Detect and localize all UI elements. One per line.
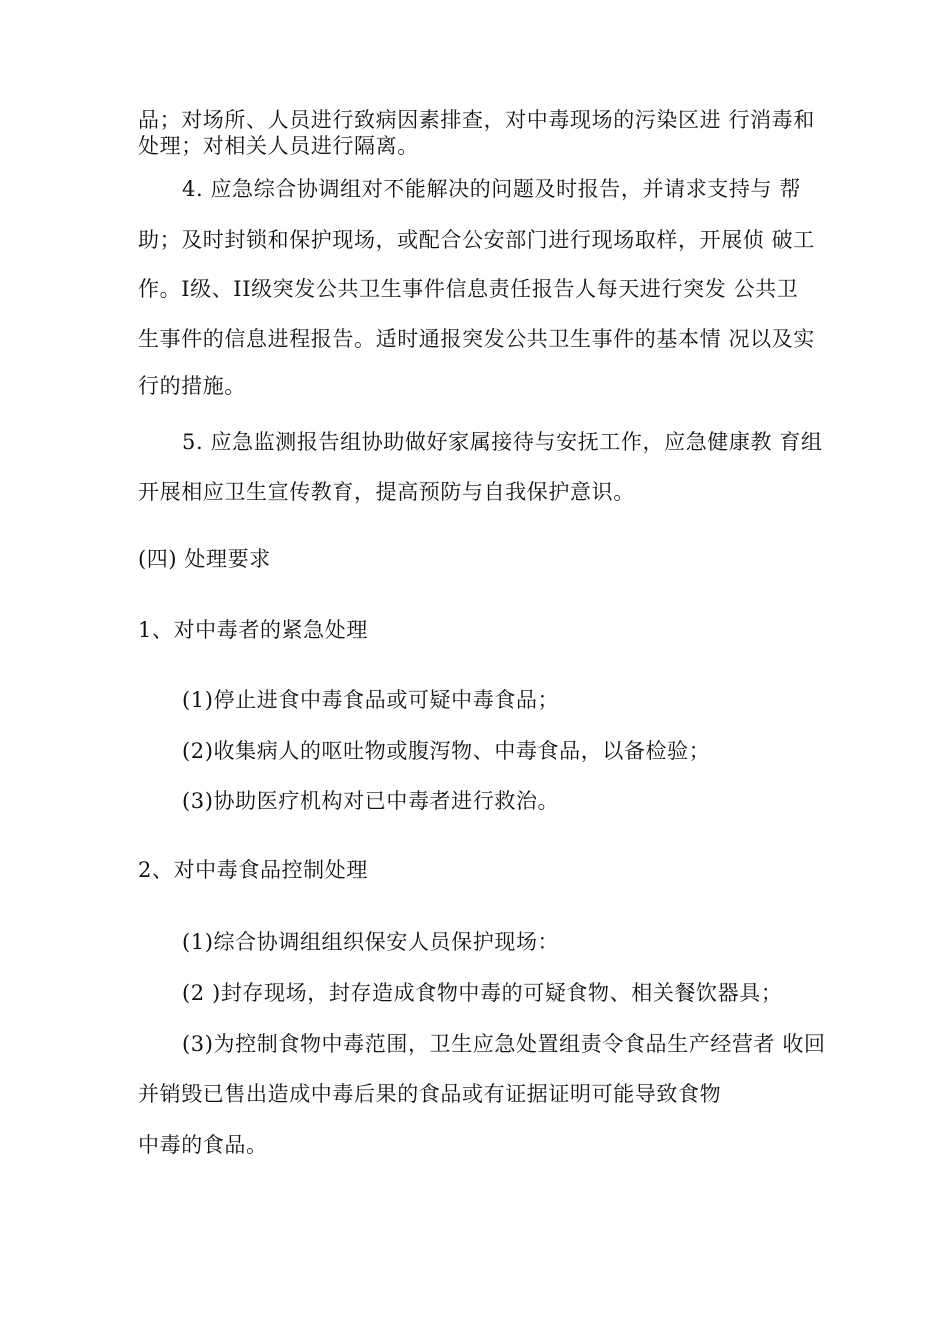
subsection-heading: 2、对中毒食品控制处理 (138, 858, 368, 882)
paragraph-line: 并销毁已售出造成中毒后果的食品或有证据证明可能导致食物 (138, 1082, 722, 1106)
list-item: (1)停止进食中毒食品或可疑中毒食品； (182, 688, 560, 712)
section-heading: (四) 处理要求 (138, 547, 271, 571)
paragraph-line: 中毒的食品。 (138, 1133, 268, 1157)
list-item: (3)为控制食物中毒范围，卫生应急处置组责令食品生产经营者 收回 (182, 1032, 826, 1056)
paragraph-line: 5. 应急监测报告组协助做好家属接待与安抚工作，应急健康教 育组 (182, 430, 823, 454)
paragraph-line: 生事件的信息进程报告。适时通报突发公共卫生事件的基本情 况以及实 (138, 327, 815, 351)
list-item: (2 )封存现场，封存造成食物中毒的可疑食物、相关餐饮器具； (182, 981, 783, 1005)
paragraph-line: 作。I级、II级突发公共卫生事件信息责任报告人每天进行突发 公共卫 (138, 277, 799, 301)
paragraph-line: 4. 应急综合协调组对不能解决的问题及时报告，并请求支持与 帮 (182, 177, 801, 201)
paragraph-line: 助；及时封锁和保护现场，或配合公安部门进行现场取样，开展侦 破工 (138, 228, 815, 252)
list-item: (1)综合协调组组织保安人员保护现场： (182, 930, 560, 954)
list-item: (2)收集病人的呕吐物或腹泻物、中毒食品，以备检验； (182, 739, 711, 763)
list-item: (3)协助医疗机构对已中毒者进行救治。 (182, 789, 560, 813)
paragraph-line: 处理；对相关人员进行隔离。 (138, 134, 419, 158)
subsection-heading: 1、对中毒者的紧急处理 (138, 618, 368, 642)
paragraph-line: 开展相应卫生宣传教育，提高预防与自我保护意识。 (138, 480, 635, 504)
paragraph-line: 行的措施。 (138, 374, 246, 398)
paragraph-line: 品；对场所、人员进行致病因素排查，对中毒现场的污染区进 行消毒和 (138, 108, 815, 132)
